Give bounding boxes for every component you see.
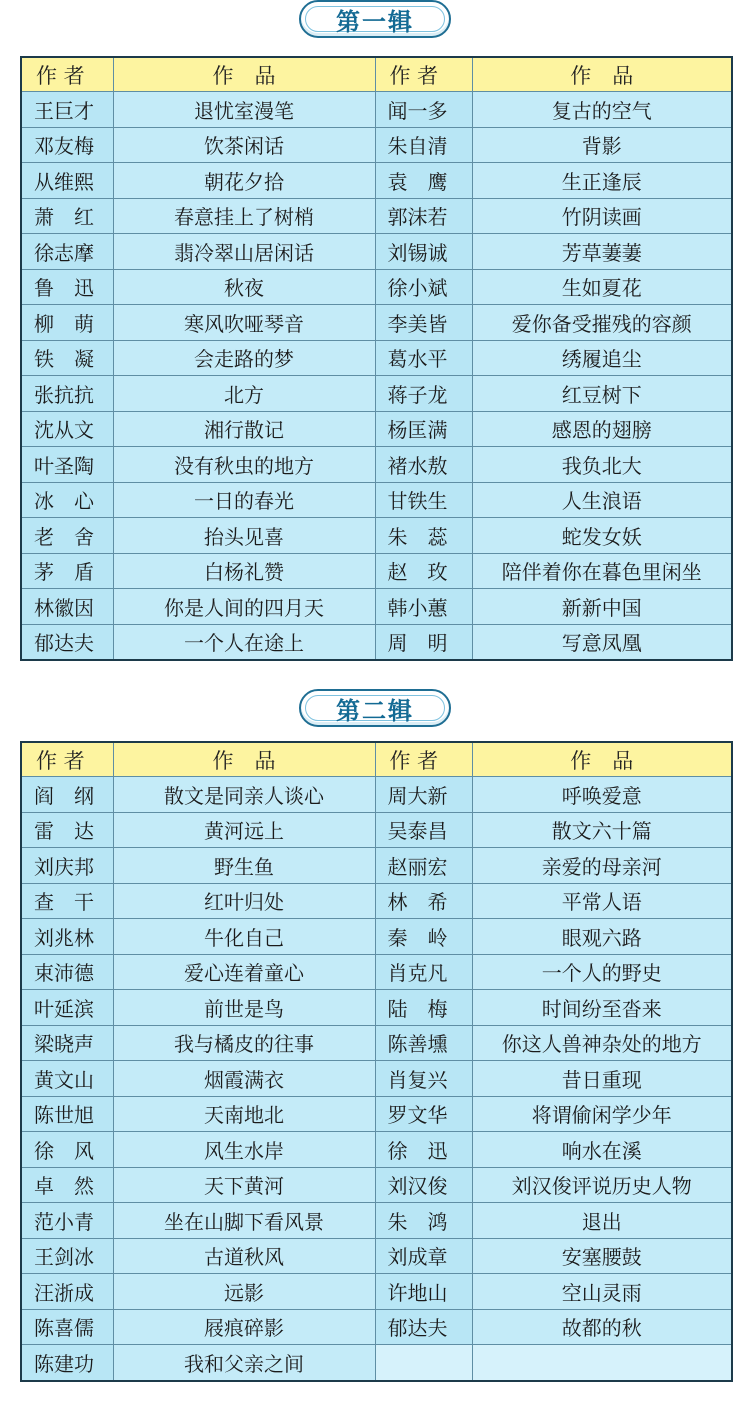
author-cell: 汪浙成 [21, 1274, 113, 1310]
work-cell: 故都的秋 [472, 1309, 732, 1345]
author-cell: 茅 盾 [21, 553, 113, 589]
author-cell: 肖克凡 [375, 954, 472, 990]
author-cell: 徐 风 [21, 1132, 113, 1168]
author-cell: 陈喜儒 [21, 1309, 113, 1345]
author-cell: 刘锡诚 [375, 234, 472, 270]
author-cell: 朱 鸿 [375, 1203, 472, 1239]
author-cell: 朱自清 [375, 127, 472, 163]
author-cell: 吴泰昌 [375, 812, 472, 848]
work-cell: 饮茶闲话 [113, 127, 375, 163]
author-cell: 徐志摩 [21, 234, 113, 270]
table-row [21, 848, 732, 884]
author-cell: 许地山 [375, 1274, 472, 1310]
work-cell: 天南地北 [113, 1096, 375, 1132]
author-cell: 赵丽宏 [375, 848, 472, 884]
author-cell: 褚水敖 [375, 447, 472, 483]
work-cell: 将谓偷闲学少年 [472, 1096, 732, 1132]
work-cell: 北方 [113, 376, 375, 412]
author-cell: 徐小斌 [375, 269, 472, 305]
table-row [21, 1096, 732, 1132]
table-row [21, 1025, 732, 1061]
work-cell: 复古的空气 [472, 92, 732, 128]
work-cell: 退出 [472, 1203, 732, 1239]
author-cell: 陈世旭 [21, 1096, 113, 1132]
author-cell: 葛水平 [375, 340, 472, 376]
work-cell: 新新中国 [472, 589, 732, 625]
table-row [21, 1274, 732, 1310]
work-cell: 响水在溪 [472, 1132, 732, 1168]
work-cell: 会走路的梦 [113, 340, 375, 376]
work-cell: 时间纷至沓来 [472, 990, 732, 1026]
work-cell: 一个人的野史 [472, 954, 732, 990]
author-cell: 老 舍 [21, 518, 113, 554]
table-row [21, 553, 732, 589]
author-cell: 鲁 迅 [21, 269, 113, 305]
work-cell: 呼唤爱意 [472, 777, 732, 813]
author-cell: 周 明 [375, 624, 472, 660]
header-author: 作 者 [21, 742, 113, 777]
table-row [21, 411, 732, 447]
author-cell: 刘汉俊 [375, 1167, 472, 1203]
work-cell: 没有秋虫的地方 [113, 447, 375, 483]
work-cell: 远影 [113, 1274, 375, 1310]
author-cell: 叶延滨 [21, 990, 113, 1026]
author-cell: 黄文山 [21, 1061, 113, 1097]
table-row [21, 1309, 732, 1345]
author-cell: 张抗抗 [21, 376, 113, 412]
work-cell: 空山灵雨 [472, 1274, 732, 1310]
table-header-row [21, 57, 732, 92]
table-row [21, 518, 732, 554]
table-row [21, 812, 732, 848]
work-cell: 风生水岸 [113, 1132, 375, 1168]
author-cell: 杨匡满 [375, 411, 472, 447]
work-cell: 昔日重现 [472, 1061, 732, 1097]
author-cell: 萧 红 [21, 198, 113, 234]
work-cell: 爱心连着童心 [113, 954, 375, 990]
table-row [21, 234, 732, 270]
work-cell: 人生浪语 [472, 482, 732, 518]
work-cell [472, 1345, 732, 1381]
author-cell: 罗文华 [375, 1096, 472, 1132]
work-cell: 黄河远上 [113, 812, 375, 848]
work-cell: 一日的春光 [113, 482, 375, 518]
work-cell: 翡冷翠山居闲话 [113, 234, 375, 270]
work-cell: 退忧室漫笔 [113, 92, 375, 128]
author-cell: 冰 心 [21, 482, 113, 518]
work-cell: 白杨礼赞 [113, 553, 375, 589]
author-cell: 梁晓声 [21, 1025, 113, 1061]
author-cell: 林 希 [375, 883, 472, 919]
work-cell: 屐痕碎影 [113, 1309, 375, 1345]
author-cell: 束沛德 [21, 954, 113, 990]
author-cell: 刘成章 [375, 1238, 472, 1274]
work-cell: 我负北大 [472, 447, 732, 483]
author-cell: 袁 鹰 [375, 163, 472, 199]
author-cell: 邓友梅 [21, 127, 113, 163]
header-author: 作 者 [375, 57, 472, 92]
author-cell: 陆 梅 [375, 990, 472, 1026]
table-row [21, 269, 732, 305]
work-cell: 抬头见喜 [113, 518, 375, 554]
section2-title-badge [299, 689, 451, 727]
work-cell: 你这人兽神杂处的地方 [472, 1025, 732, 1061]
table-row [21, 777, 732, 813]
table-header-row [21, 742, 732, 777]
header-work: 作 品 [472, 742, 732, 777]
author-cell: 阎 纲 [21, 777, 113, 813]
table-row [21, 589, 732, 625]
work-cell: 感恩的翅膀 [472, 411, 732, 447]
work-cell: 爱你备受摧残的容颜 [472, 305, 732, 341]
author-cell: 蒋子龙 [375, 376, 472, 412]
author-cell: 从维熙 [21, 163, 113, 199]
table-row [21, 919, 732, 955]
work-cell: 天下黄河 [113, 1167, 375, 1203]
table-row [21, 1345, 732, 1381]
author-cell: 陈建功 [21, 1345, 113, 1381]
author-cell: 朱 蕊 [375, 518, 472, 554]
author-cell: 柳 萌 [21, 305, 113, 341]
header-work: 作 品 [113, 57, 375, 92]
table-row [21, 883, 732, 919]
table-row [21, 482, 732, 518]
work-cell: 寒风吹哑琴音 [113, 305, 375, 341]
work-cell: 红叶归处 [113, 883, 375, 919]
work-cell: 春意挂上了树梢 [113, 198, 375, 234]
author-cell: 闻一多 [375, 92, 472, 128]
work-cell: 我和父亲之间 [113, 1345, 375, 1381]
table-row [21, 92, 732, 128]
work-cell: 古道秋风 [113, 1238, 375, 1274]
table-row [21, 1132, 732, 1168]
author-cell: 铁 凝 [21, 340, 113, 376]
table-row [21, 305, 732, 341]
author-cell: 雷 达 [21, 812, 113, 848]
table-row [21, 990, 732, 1026]
author-cell: 查 干 [21, 883, 113, 919]
author-cell: 王剑冰 [21, 1238, 113, 1274]
author-cell: 王巨才 [21, 92, 113, 128]
work-cell: 你是人间的四月天 [113, 589, 375, 625]
work-cell: 一个人在途上 [113, 624, 375, 660]
table-row [21, 376, 732, 412]
table-row [21, 447, 732, 483]
author-cell: 赵 玫 [375, 553, 472, 589]
table-row [21, 127, 732, 163]
work-cell: 平常人语 [472, 883, 732, 919]
author-cell: 秦 岭 [375, 919, 472, 955]
work-cell: 蛇发女妖 [472, 518, 732, 554]
work-cell: 安塞腰鼓 [472, 1238, 732, 1274]
work-cell: 刘汉俊评说历史人物 [472, 1167, 732, 1203]
section1-title-badge [299, 0, 451, 38]
header-work: 作 品 [113, 742, 375, 777]
section1-table [20, 56, 733, 661]
author-cell: 陈善壎 [375, 1025, 472, 1061]
work-cell: 生正逢辰 [472, 163, 732, 199]
work-cell: 竹阴读画 [472, 198, 732, 234]
work-cell: 红豆树下 [472, 376, 732, 412]
table-row [21, 1061, 732, 1097]
work-cell: 牛化自己 [113, 919, 375, 955]
author-cell: 林徽因 [21, 589, 113, 625]
author-cell: 叶圣陶 [21, 447, 113, 483]
table-row [21, 163, 732, 199]
work-cell: 野生鱼 [113, 848, 375, 884]
header-author: 作 者 [21, 57, 113, 92]
author-cell: 范小青 [21, 1203, 113, 1239]
author-cell: 郁达夫 [375, 1309, 472, 1345]
work-cell: 散文是同亲人谈心 [113, 777, 375, 813]
section2-title: 第二辑 [336, 696, 414, 725]
work-cell: 烟霞满衣 [113, 1061, 375, 1097]
work-cell: 眼观六路 [472, 919, 732, 955]
work-cell: 生如夏花 [472, 269, 732, 305]
author-cell: 郭沫若 [375, 198, 472, 234]
work-cell: 我与橘皮的往事 [113, 1025, 375, 1061]
table-row [21, 340, 732, 376]
author-cell: 刘兆林 [21, 919, 113, 955]
work-cell: 前世是鸟 [113, 990, 375, 1026]
author-cell: 徐 迅 [375, 1132, 472, 1168]
work-cell: 坐在山脚下看风景 [113, 1203, 375, 1239]
author-cell [375, 1345, 472, 1381]
author-cell: 周大新 [375, 777, 472, 813]
table-row [21, 624, 732, 660]
author-cell: 甘铁生 [375, 482, 472, 518]
header-work: 作 品 [472, 57, 732, 92]
work-cell: 陪伴着你在暮色里闲坐 [472, 553, 732, 589]
header-author: 作 者 [375, 742, 472, 777]
author-cell: 李美皆 [375, 305, 472, 341]
section2-table [20, 741, 733, 1382]
work-cell: 散文六十篇 [472, 812, 732, 848]
author-cell: 韩小蕙 [375, 589, 472, 625]
work-cell: 背影 [472, 127, 732, 163]
work-cell: 亲爱的母亲河 [472, 848, 732, 884]
work-cell: 绣履追尘 [472, 340, 732, 376]
author-cell: 刘庆邦 [21, 848, 113, 884]
work-cell: 秋夜 [113, 269, 375, 305]
table-row [21, 954, 732, 990]
work-cell: 芳草萋萋 [472, 234, 732, 270]
table-row [21, 1238, 732, 1274]
author-cell: 沈从文 [21, 411, 113, 447]
work-cell: 朝花夕拾 [113, 163, 375, 199]
work-cell: 写意凤凰 [472, 624, 732, 660]
work-cell: 湘行散记 [113, 411, 375, 447]
table-row [21, 198, 732, 234]
author-cell: 郁达夫 [21, 624, 113, 660]
table-row [21, 1203, 732, 1239]
author-cell: 卓 然 [21, 1167, 113, 1203]
section1-title: 第一辑 [336, 7, 414, 36]
table-row [21, 1167, 732, 1203]
author-cell: 肖复兴 [375, 1061, 472, 1097]
